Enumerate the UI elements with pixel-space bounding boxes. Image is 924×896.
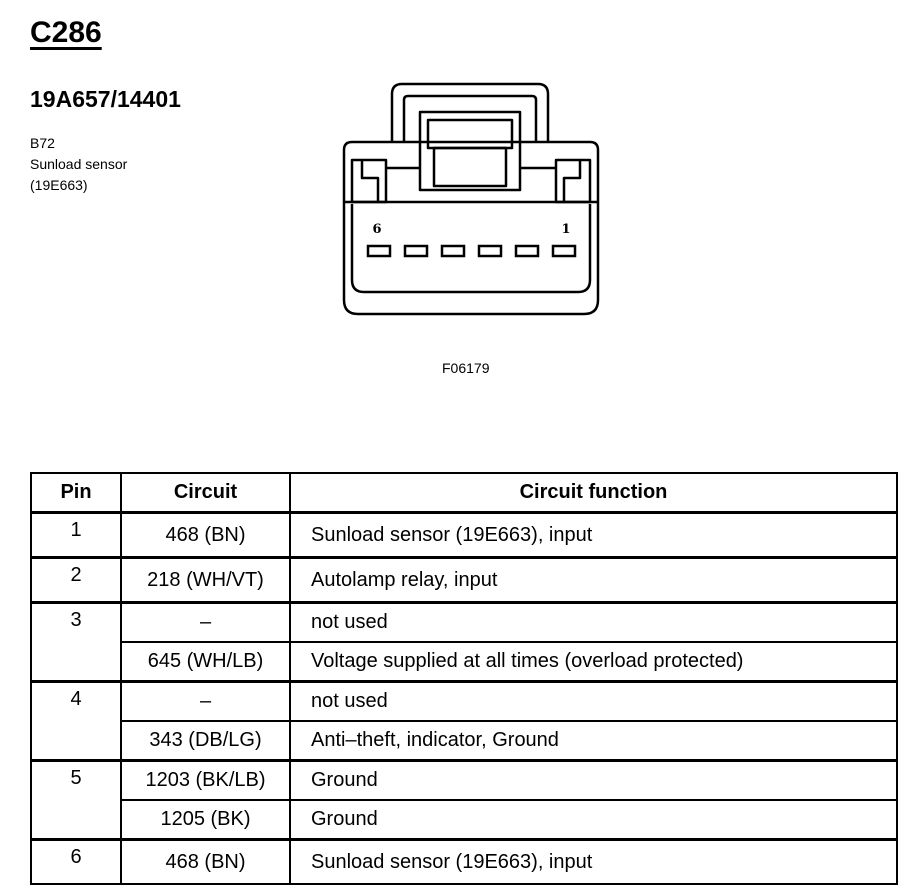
function-cell: Voltage supplied at all times (overload protected) <box>290 642 897 682</box>
header-pin: Pin <box>31 473 121 513</box>
pin-number: 1 <box>31 513 121 558</box>
connector-description <box>30 133 127 196</box>
pin-number: 5 <box>31 761 121 840</box>
pin-number: 2 <box>31 558 121 603</box>
pinout-table <box>30 472 898 885</box>
pin-cavities <box>368 246 575 256</box>
pin-face-outline <box>352 204 590 292</box>
circuit-cell: 343 (DB/LG) <box>121 721 290 761</box>
function-cell: Autolamp relay, input <box>290 558 897 603</box>
right-key-step <box>564 160 580 202</box>
circuit-cell: 468 (BN) <box>121 513 290 558</box>
function-cell: not used <box>290 682 897 722</box>
pin-label-6: 6 <box>372 222 382 237</box>
header-circuit: Circuit <box>121 473 290 513</box>
circuit-cell: 218 (WH/VT) <box>121 558 290 603</box>
left-key-step <box>362 160 378 202</box>
location-code: B72 <box>30 135 55 151</box>
right-key <box>556 160 590 202</box>
table-row <box>31 840 897 885</box>
latch-slot <box>428 120 512 148</box>
pin-label-1: 1 <box>561 222 571 237</box>
function-cell: Anti–theft, indicator, Ground <box>290 721 897 761</box>
function-cell: not used <box>290 603 897 643</box>
table-row <box>31 642 897 682</box>
circuit-cell: 645 (WH/LB) <box>121 642 290 682</box>
header-circuit-function: Circuit function <box>290 473 897 513</box>
connector-id-title: C286 <box>30 16 102 49</box>
figure-reference: F06179 <box>442 360 490 376</box>
circuit-cell: – <box>121 603 290 643</box>
connector-drawing <box>340 80 602 320</box>
table-row <box>31 761 897 801</box>
table-row <box>31 513 897 558</box>
pin-number: 4 <box>31 682 121 761</box>
table-row <box>31 603 897 643</box>
table-row <box>31 721 897 761</box>
left-key <box>352 160 386 202</box>
latch-tab <box>434 148 506 186</box>
table-row <box>31 800 897 840</box>
component-number: (19E663) <box>30 177 88 193</box>
function-cell: Ground <box>290 800 897 840</box>
part-number: 19A657/14401 <box>30 86 181 112</box>
pin-cavity <box>368 246 390 256</box>
function-cell: Sunload sensor (19E663), input <box>290 513 897 558</box>
pin-cavity <box>479 246 501 256</box>
table-header-row <box>31 473 897 513</box>
pin-cavity <box>405 246 427 256</box>
pin-cavity <box>442 246 464 256</box>
pin-cavity <box>553 246 575 256</box>
connector-body-outline <box>344 142 598 314</box>
pin-cavity <box>516 246 538 256</box>
circuit-cell: 1205 (BK) <box>121 800 290 840</box>
table-row <box>31 682 897 722</box>
pin-number: 3 <box>31 603 121 682</box>
circuit-cell: – <box>121 682 290 722</box>
function-cell: Ground <box>290 761 897 801</box>
connector-face-diagram <box>340 80 602 320</box>
circuit-cell: 1203 (BK/LB) <box>121 761 290 801</box>
table-row <box>31 558 897 603</box>
circuit-cell: 468 (BN) <box>121 840 290 885</box>
component-name: Sunload sensor <box>30 156 128 172</box>
function-cell: Sunload sensor (19E663), input <box>290 840 897 885</box>
pin-number: 6 <box>31 840 121 885</box>
